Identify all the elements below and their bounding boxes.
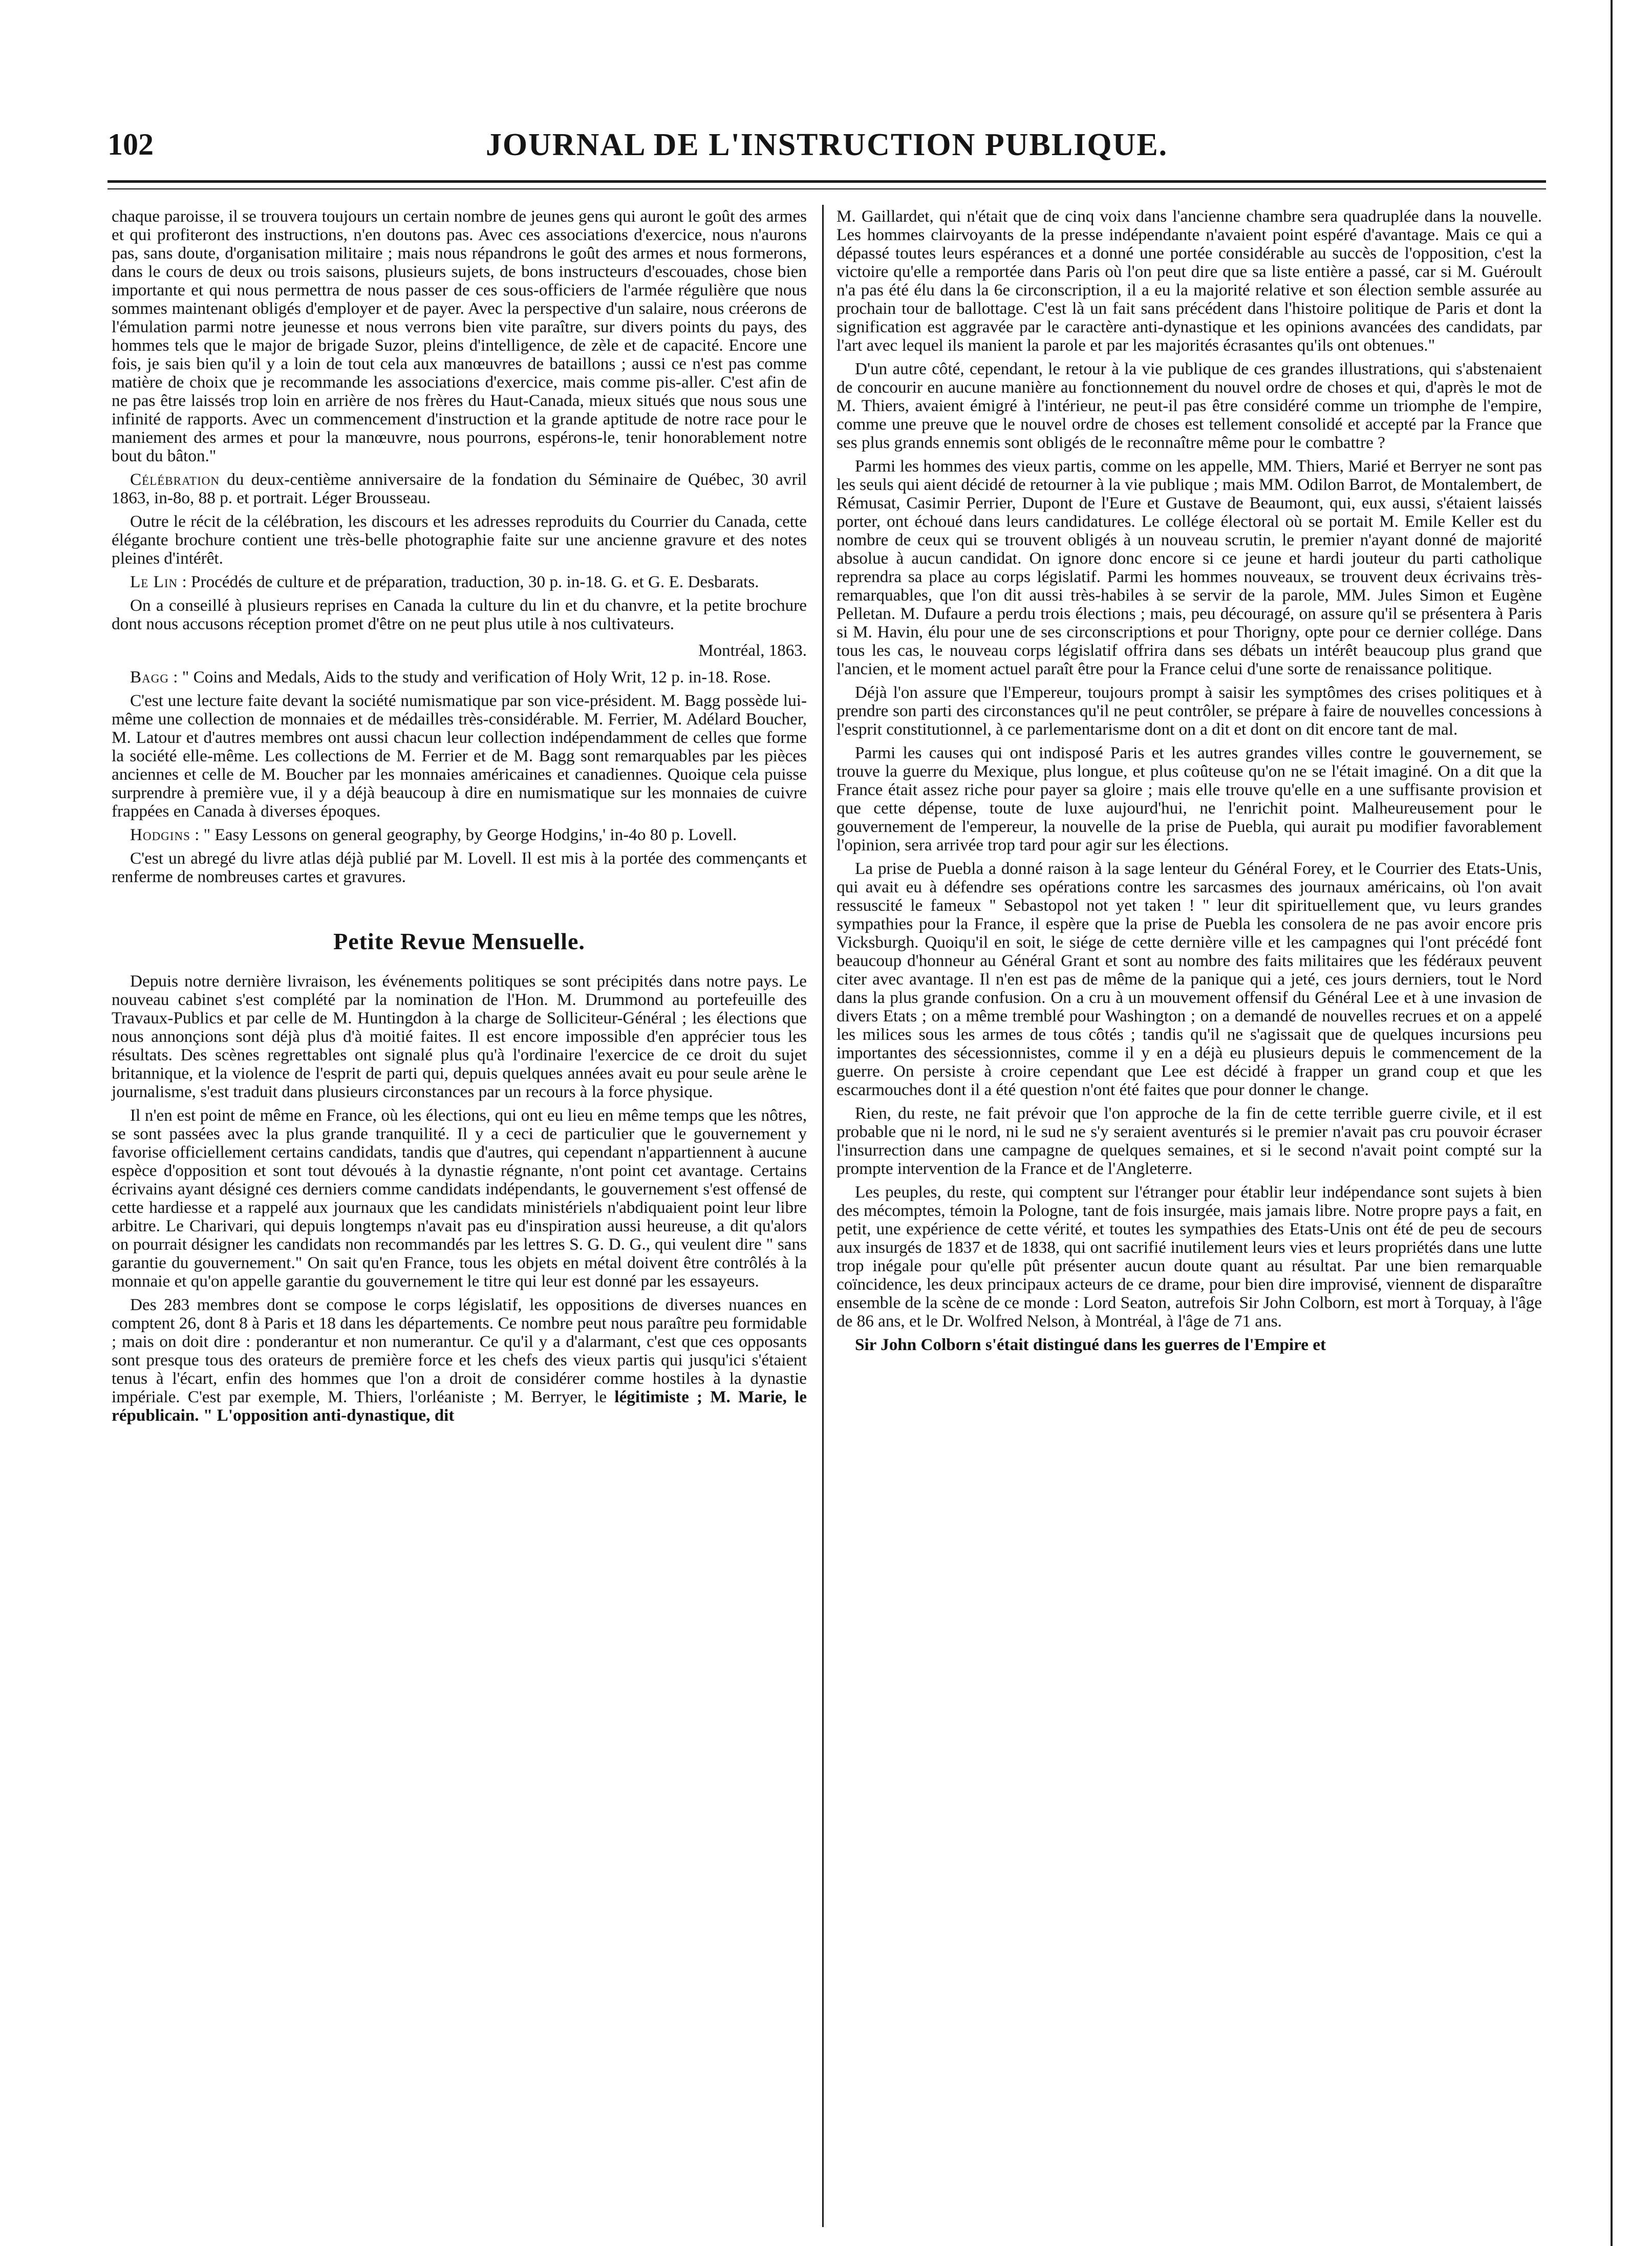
paragraph: Parmi les hommes des vieux partis, comme on les appelle, MM. Thiers, Marié et Berryer ne sont pas les seuls qui aient décidé de retourner à la vie publique ; mais MM. Odilon Barrot, de Montalembert, de Rémusat, Casimir Perrier, Dupont de l'Eure et Gustave de Beaumont, qui, eux aussi, s'étaient laissés porter, ont échoué dans leurs candidatures. Le collége électoral où se portait M. Emile Keller est du nombre de ceux qui se trouvent obligés à un nouveau scrutin, le premier n'ayant donné de majorité absolue à aucun candidat. On ignore donc encore si ce jeune et hardi jouteur du parti catholique reprendra sa place au corps législatif. Parmi les hommes nouveaux, se trouvent deux écrivains très-remarquables, que l'on dit aussi très-habiles à se servir de la parole, MM. Jules Simon et Eugène Pelletan. M. Dufaure a perdu trois élections ; mais, peu découragé, on assure qu'il se présentera à Paris si M. Havin, élu pour une de ses circonscriptions et pour Thorigny, opte pour ce dernier collége. Dans tous les cas, le nouveau corps législatif offrira dans ses débats un intérêt beaucoup plus grand que l'ancien, et le moment actuel paraît être pour la France celui d'une sorte de renaissance politique. <box>836 457 1542 678</box>
paragraph: C'est un abregé du livre atlas déjà publié par M. Lovell. Il est mis à la portée des commençants et renferme de nombreuses cartes et gravures. <box>112 849 807 886</box>
paragraph: Parmi les causes qui ont indisposé Paris et les autres grandes villes contre le gouvernement, se trouve la guerre du Mexique, plus longue, et plus coûteuse qu'on ne se l'était imaginé. On a dit que la France était assez riche pour payer sa gloire ; mais elle trouve qu'elle en a une suffisante provision et que cette dépense, toute de luxe aujourd'hui, ne l'enrichit point. Malheureusement pour le gouvernement de l'empereur, la nouvelle de la prise de Puebla, qui aurait pu modifier favorablement l'opinion, sera arrivée trop tard pour agir sur les élections. <box>836 743 1542 854</box>
paragraph: Outre le récit de la célébration, les discours et les adresses reproduits du Courrier du Canada, cette élégante brochure contient une très-belle photographie faite sur une ancienne gravure et des notes pleines d'intérêt. <box>112 512 807 568</box>
entry-lead: Célébration <box>130 470 220 489</box>
entry-text: : " Easy Lessons on general geography, by George Hodgins,' in-4o 80 p. Lovell. <box>190 825 737 844</box>
paragraph <box>112 1296 807 1425</box>
header-rule-thin <box>108 188 1546 189</box>
paragraph: Sir John Colborn s'était distingué dans les guerres de l'Empire et <box>855 1335 1326 1354</box>
paragraph: Rien, du reste, ne fait prévoir que l'on approche de la fin de cette terrible guerre civile, et il est probable que ni le nord, ni le sud ne s'y seraient aventurés si le premier n'avait pas cru pouvoir écraser l'insurrection dans une campagne de quelques semaines, et si le second n'avait point compté sur la prompte intervention de la France et de l'Angleterre. <box>836 1104 1542 1178</box>
entry-text: : " Coins and Medals, Aids to the study and verification of Holy Writ, 12 p. in-18. Rose. <box>168 668 771 687</box>
entry-lead: Hodgins <box>130 825 190 844</box>
paragraph: Les peuples, du reste, qui comptent sur l'étranger pour établir leur indépendance sont sujets à bien des mécomptes, témoin la Pologne, tant de fois insurgée, mais jamais libre. Notre propre pays a fait, en petit, une expérience de cette vérité, et toutes les sympathies des Etats-Unis ont été de peu de secours aux insurgés de 1837 et de 1838, qui ont sacrifié inutilement leurs vies et leurs propriétés dans une lutte trop inégale pour qu'elle pût présenter aucun doute quant au résultat. Par une bien remarquable coïncidence, les deux principaux acteurs de ce drame, pour bien dire improvisé, viennent de disparaître ensemble de la scène de ce monde : Lord Seaton, autrefois Sir John Colborn, est mort à Torquay, à l'âge de 86 ans, et le Dr. Wolfred Nelson, à Montréal, à l'âge de 71 ans. <box>836 1183 1542 1331</box>
paragraph: C'est une lecture faite devant la société numismatique par son vice-président. M. Bagg possède lui-même une collection de monnaies et de médailles très-considérable. M. Ferrier, M. Adélard Boucher, M. Latour et d'autres membres ont aussi chacun leur collection indépendamment de celles que forme la société elle-même. Les collections de M. Ferrier et de M. Bagg sont remarquables par les pièces anciennes et celle de M. Boucher par les monnaies américaines et canadiennes. Quoique cela puisse surprendre à première vue, il y a déjà beaucoup à dire en numismatique sur les monnaies de cuivre frappées en Canada à diverses époques. <box>112 691 807 821</box>
page-number: 102 <box>108 127 154 161</box>
section-title: Petite Revue Mensuelle. <box>333 928 585 954</box>
right-column <box>836 207 1542 1359</box>
paragraph: D'un autre côté, cependant, le retour à la vie publique de ces grandes illustrations, qui s'abstenaient de concourir en aucune manière au fonctionnement du nouvel ordre de choses et qui, d'après le mot de M. Thiers, avaient émigré à l'intérieur, ne peut-il pas être considéré comme un triomphe de l'empire, comme une preuve que le nouvel ordre de choses est tellement consolidé et accepté par la France que ses plus grands ennemis sont obligés de le reconnaître même pour le combattre ? <box>836 359 1542 452</box>
paragraph: Il n'en est point de même en France, où les élections, qui ont eu lieu en même temps que les nôtres, se sont passées avec la plus grande tranquilité. Il y a ceci de particulier que le gouvernement y favorise officiellement certains candidats, tandis que d'autres, qui cependant n'appartiennent à aucune espèce d'opposition et sont tout dévoués à la dynastie régnante, n'ont point cet avantage. Certains écrivains ayant désigné ces derniers comme candidats indépendants, le gouvernement s'est offensé de cette hardiesse et a rappelé aux journaux que les candidats ministériels n'abdiquaient point leur libre arbitre. Le Charivari, qui depuis longtemps n'avait pas eu d'inspiration aussi heureuse, a dit qu'alors on pourrait désigner les candidats non recommandés par les lettres S. G. D. G., qui veulent dire " sans garantie du gouvernement." On sait qu'en France, tous les objets en métal doivent être contrôlés à la monnaie et qu'on appelle garantie du gouvernement le titre qui leur est donné par les essayeurs. <box>112 1106 807 1291</box>
paragraph: Déjà l'on assure que l'Empereur, toujours prompt à saisir les symptômes des crises politiques et à prendre son parti des circonstances qu'il ne peut contrôler, se prépare à faire de nouvelles concessions à l'esprit constitutionnel, à ce parlementarisme dont on a dit et dont on dit encore tant de mal. <box>836 683 1542 739</box>
paragraph-bold-tail: légitimiste ; M. Marie, le républicain. " L'opposition anti-dynastique, dit <box>112 1387 807 1425</box>
paragraph: La prise de Puebla a donné raison à la sage lenteur du Général Forey, et le Courrier des Etats-Unis, qui avait eu à défendre ses opérations contre les sarcasmes des journaux américains, où l'on avait ressuscité le fameux " Sebastopol not yet taken ! " leur dit spirituellement que, vu leurs grandes sympathies pour la France, il espère que la prise de Puebla les consolera de ne pas avoir encore pris Vicksburgh. Quoiqu'il en soit, le siége de cette dernière ville et les campagnes qui l'ont précédé font beaucoup d'honneur au Général Grant et sont au nombre des faits militaires que les fédéraux peuvent citer avec avantage. Il n'en est pas de même de la panique qui a jeté, ces jours derniers, tout le Nord dans la plus grande confusion. On a cru à un mouvement offensif du Général Lee et à une invasion de divers Etats ; on a même tremblé pour Washington ; on a demandé de nouvelles recrues et on a appelé les milices sous les armes de tous côtés ; tandis qu'il ne s'agissait que de quelques incursions peu importantes des sécessionnistes, comme il y en a déjà eu plusieurs depuis le commencement de la guerre. On persiste à croire cependant que Lee est décidé à frapper un grand coup et que les escarmouches dont il a été question n'ont été faites que pour donner le change. <box>836 859 1542 1099</box>
review-entry <box>112 826 807 844</box>
column-divider <box>822 205 824 2227</box>
signoff-place-date: Montréal, 1863. <box>698 641 807 660</box>
entry-text: du deux-centième anniversaire de la fondation du Séminaire de Québec, 30 avril 1863, in-8o, 88 p. et portrait. Léger Brousseau. <box>112 470 807 507</box>
review-entry <box>112 573 807 591</box>
page-header <box>108 122 1546 168</box>
left-column <box>112 207 807 1430</box>
paragraph: Depuis notre dernière livraison, les événements politiques se sont précipités dans notre pays. Le nouveau cabinet s'est complété par la nomination de l'Hon. M. Drummond au portefeuille des Travaux-Publics et par celle de M. Huntingdon à la charge de Solliciteur-Général ; les élections que nous annonçions sont déjà plus d'à moitié faites. Il est encore impossible d'en apprécier tous les résultats. Des scènes regrettables ont signalé plus qu'à l'ordinaire l'exercice de ce droit du sujet britannique, et la violence de l'esprit de parti qui, depuis quelques années avait eu pour seule arène le journalisme, s'est traduit dans plusieurs circonstances par un recours à la force physique. <box>112 972 807 1101</box>
paragraph: chaque paroisse, il se trouvera toujours un certain nombre de jeunes gens qui auront le goût des armes et qui profiteront des instructions, n'en doutons pas. Avec ces associations d'exercice, nous n'aurons pas, sans doute, d'organisation militaire ; mais nous répandrons le goût des armes et nous formerons, dans le cours de deux ou trois saisons, plusieurs sujets, de bons instructeurs d'escouades, chose bien importante et qui nous permettra de nous passer de ces sous-officiers de l'armée régulière que nous sommes maintenant obligés d'employer et de payer. Avec la perspective d'un salaire, nous créerons de l'émulation parmi notre jeunesse et nous verrons bien vite paraître, sur divers points du pays, des hommes tels que le major de brigade Suzor, pleins d'intelligence, de zèle et de capacité. Encore une fois, je sais bien qu'il y a loin de tout cela aux manœuvres de bataillons ; aussi ce n'est pas comme matière de choix que je recommande les associations d'exercice, mais comme pis-aller. C'est afin de ne pas être laissés trop loin en arrière de nos frères du Haut-Canada, mieux situés que nous sous une infinité de rapports. Avec un commencement d'instruction et la grande aptitude de notre race pour le maniement des armes et pour la manœuvre, nous pourrons, espérons-le, tenir honorablement notre bout du bâton." <box>112 207 807 465</box>
entry-lead: Bagg <box>130 668 169 687</box>
paragraph-text: Des 283 membres dont se compose le corps législatif, les oppositions de diverses nuances en comptent 26, dont 8 à Paris et 18 dans les départements. Ce nombre peut nous paraître peu formidable ; mais on doit dire : ponderantur et non numerantur. Ce qu'il y a d'alarmant, c'est que ces opposants sont presque tous des orateurs de première force et les chefs des vieux partis qui jusqu'ici s'étaient tenus à l'écart, enfin des hommes que l'on a droit de considérer comme hostiles à la dynastie impériale. C'est par exemple, M. Thiers, l'orléaniste ; M. Berryer, le <box>112 1295 807 1406</box>
paragraph: On a conseillé à plusieurs reprises en Canada la culture du lin et du chanvre, et la petite brochure dont nous accusons réception promet d'être on ne peut plus utile à nos cultivateurs. <box>112 596 807 633</box>
journal-title: JOURNAL DE L'INSTRUCTION PUBLIQUE. <box>485 127 1168 162</box>
paragraph: M. Gaillardet, qui n'était que de cinq voix dans l'ancienne chambre sera quadruplée dans la nouvelle. Les hommes clairvoyants de la presse indépendante n'avaient point espéré d'avantage. Mais ce qui a dépassé toutes leurs espérances et a donné une portée considérable au succès de l'opposition, c'est la victoire qu'elle a remportée dans Paris où l'on peut dire que sa liste entière a passé, car si M. Guéroult n'a pas été élu dans la 6e circonscription, il a eu la majorité relative et son élection semble assurée au prochain tour de ballottage. C'est là un fait sans précédent dans l'histoire politique de Paris et dont la signification est aggravée par le caractère anti-dynastique et les opinions avancées des candidats, par l'art avec lequel ils manient la parole et par les majorités écrasantes qu'ils ont obtenues." <box>836 207 1542 355</box>
entry-lead: Le Lin <box>130 572 178 591</box>
review-entry <box>112 470 807 507</box>
page-edge-line <box>1611 0 1613 2246</box>
header-rule-thick <box>108 180 1546 183</box>
review-entry <box>112 668 807 687</box>
entry-text: : Procédés de culture et de préparation, traduction, 30 p. in-18. G. et G. E. Desbarats. <box>178 572 759 591</box>
